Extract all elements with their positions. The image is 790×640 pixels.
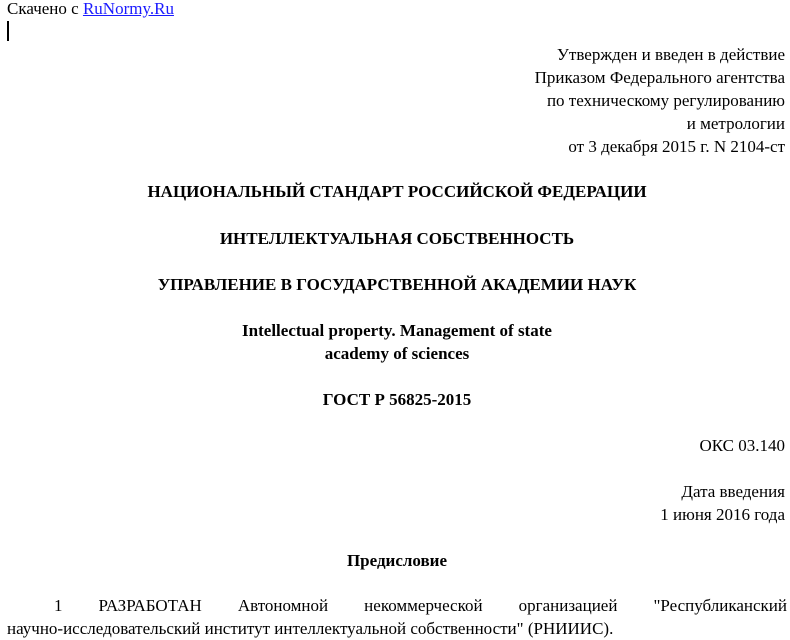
gost-number: ГОСТ Р 56825-2015	[322, 390, 472, 409]
approval-block	[535, 43, 785, 158]
foreword-paragraph-line-1: 1 РАЗРАБОТАН Автономной некоммерческой организацией "Республиканский	[54, 596, 787, 615]
topic-heading: ИНТЕЛЛЕКТУАЛЬНАЯ СОБСТВЕННОСТЬ	[219, 229, 575, 248]
foreword-paragraph	[7, 594, 787, 640]
approval-line: по техническому регулированию	[546, 91, 785, 110]
approval-line: и метрологии	[686, 114, 785, 133]
english-title-line-2: academy of sciences	[324, 344, 470, 363]
english-title-line-1: Intellectual property. Management of state	[242, 321, 552, 340]
approval-line: Утвержден и введен в действие	[556, 45, 785, 64]
approval-line: от 3 декабря 2015 г. N 2104-ст	[568, 137, 785, 156]
source-link[interactable]: RuNormy.Ru	[82, 0, 174, 18]
subject-heading: УПРАВЛЕНИЕ В ГОСУДАРСТВЕННОЙ АКАДЕМИИ НАУК	[157, 275, 637, 294]
foreword-title: Предисловие	[346, 551, 448, 570]
effective-date: 1 июня 2016 года	[660, 505, 785, 524]
text-cursor	[7, 21, 9, 41]
oks-code: ОКС 03.140	[699, 436, 785, 455]
source-line	[7, 0, 174, 20]
source-prefix: Скачено с	[7, 0, 83, 18]
foreword-paragraph-line-2: научно-исследовательский институт интеллектуальной собственности" (РНИИИС).	[7, 619, 614, 638]
approval-line: Приказом Федерального агентства	[534, 68, 785, 87]
effective-date-label: Дата введения	[681, 482, 785, 501]
national-standard-heading: НАЦИОНАЛЬНЫЙ СТАНДАРТ РОССИЙСКОЙ ФЕДЕРАЦИИ	[147, 182, 647, 201]
